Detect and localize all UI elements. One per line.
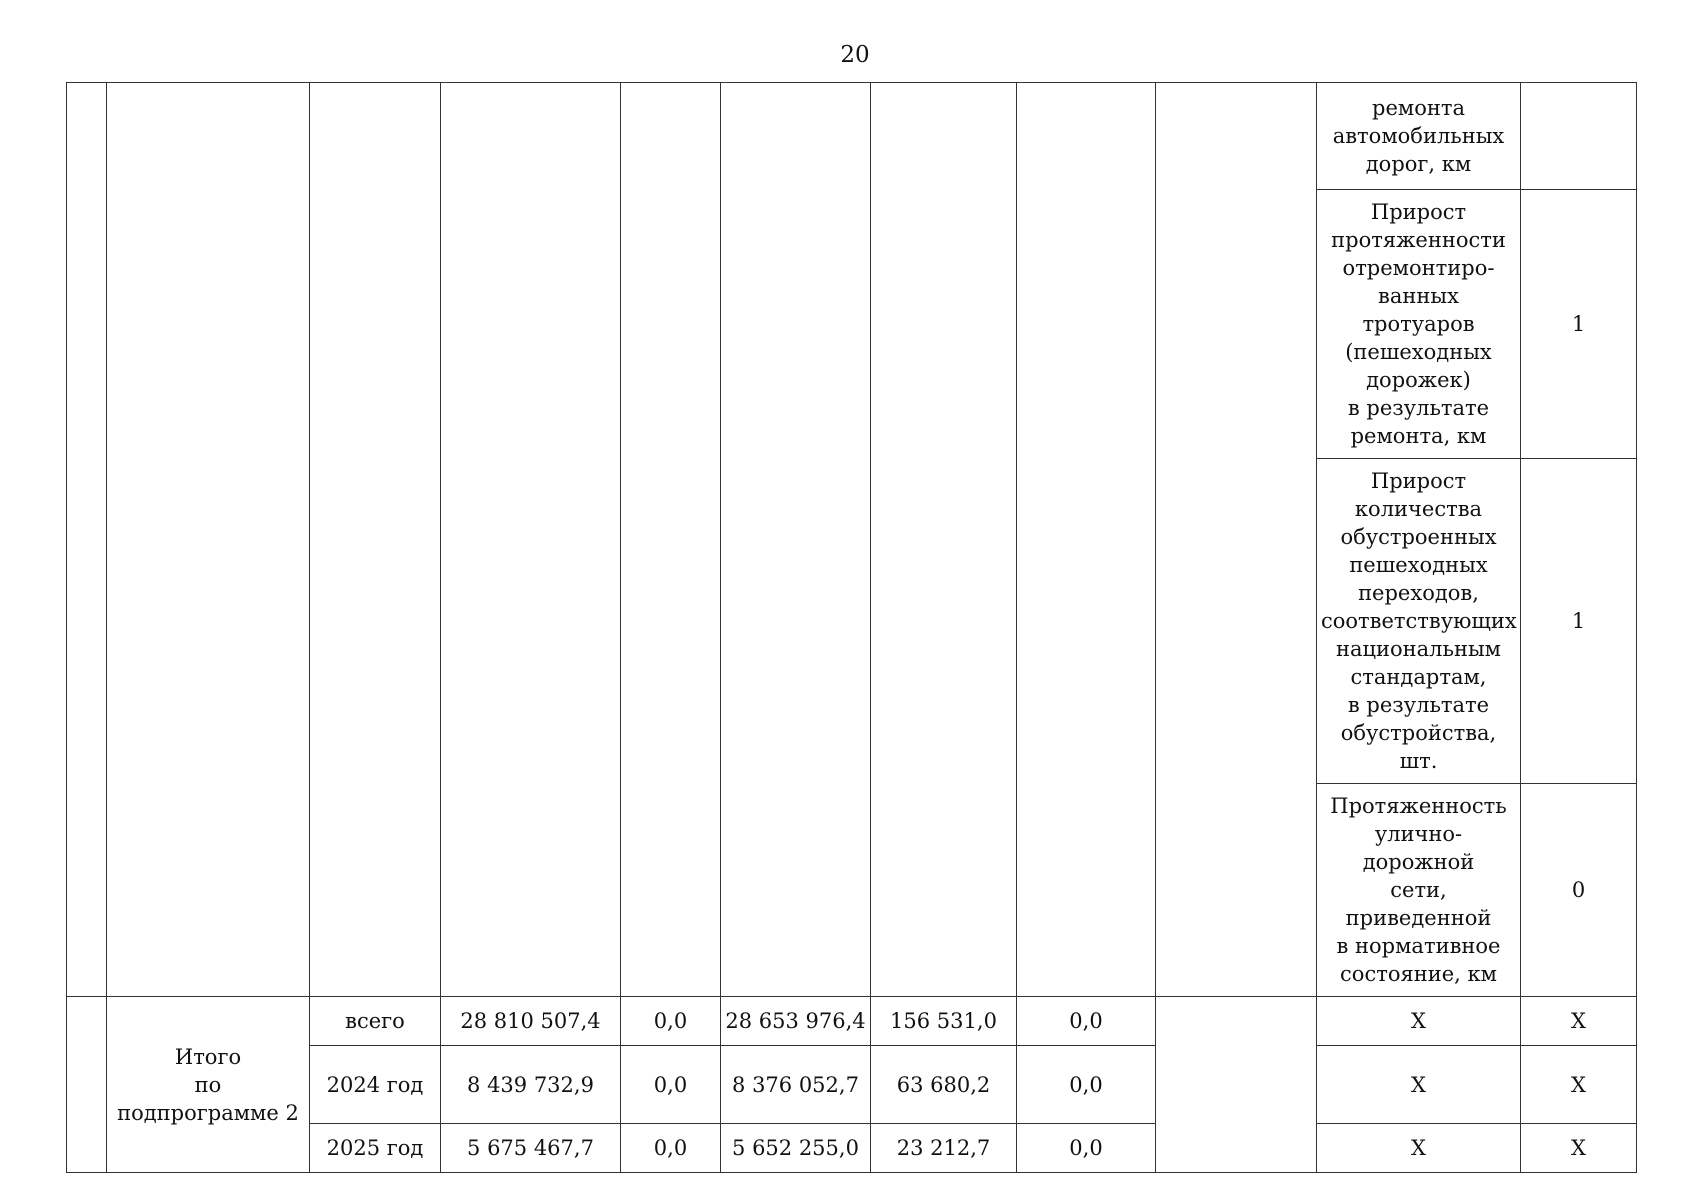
local-cell: 156 531,0 <box>871 997 1017 1046</box>
period-cell: 2025 год <box>310 1124 441 1173</box>
indicator-value: X <box>1521 1046 1637 1124</box>
federal-cell: 0,0 <box>621 1046 721 1124</box>
indicator-name: X <box>1317 1124 1521 1173</box>
federal-cell: 0,0 <box>621 997 721 1046</box>
program-table <box>66 82 1637 1173</box>
period-cell: 2024 год <box>310 1046 441 1124</box>
name-cell <box>107 83 310 997</box>
indicator-value: X <box>1521 997 1637 1046</box>
executor-cell <box>1156 997 1317 1173</box>
indicator-value: 1 <box>1521 459 1637 784</box>
total-cell: 5 675 467,7 <box>441 1124 621 1173</box>
page-number: 20 <box>840 42 870 68</box>
federal-cell: 0,0 <box>621 1124 721 1173</box>
indicator-value: 0 <box>1521 784 1637 997</box>
federal-cell <box>621 83 721 997</box>
period-cell <box>310 83 441 997</box>
local-cell: 23 212,7 <box>871 1124 1017 1173</box>
period-cell: всего <box>310 997 441 1046</box>
regional-cell <box>721 83 871 997</box>
total-cell: 8 439 732,9 <box>441 1046 621 1124</box>
regional-cell: 8 376 052,7 <box>721 1046 871 1124</box>
other-cell: 0,0 <box>1017 1046 1156 1124</box>
indicator-name: X <box>1317 1046 1521 1124</box>
indicator-value: 1 <box>1521 190 1637 459</box>
total-label: Итого по подпрограмме 2 <box>107 997 310 1173</box>
indicator-name: Протяженность улично-дорожной сети, приведенной в нормативное состояние, км <box>1317 784 1521 997</box>
local-cell <box>871 83 1017 997</box>
local-cell: 63 680,2 <box>871 1046 1017 1124</box>
other-cell: 0,0 <box>1017 997 1156 1046</box>
regional-cell: 5 652 255,0 <box>721 1124 871 1173</box>
regional-cell: 28 653 976,4 <box>721 997 871 1046</box>
indicator-name: Прирост количества обустроенных пешеходных переходов, соответствующих национальным стандартам, в результате обустройства, шт. <box>1317 459 1521 784</box>
indicator-name: ремонта автомобильных дорог, км <box>1317 83 1521 190</box>
indicator-value <box>1521 83 1637 190</box>
indicator-name: Прирост протяженности отремонтиро- ванных тротуаров (пешеходных дорожек) в результате ремонта, км <box>1317 190 1521 459</box>
total-cell <box>441 83 621 997</box>
total-cell: 28 810 507,4 <box>441 997 621 1046</box>
total-row <box>67 997 1637 1046</box>
num-cell <box>67 997 107 1173</box>
other-cell <box>1017 83 1156 997</box>
executor-cell <box>1156 83 1317 997</box>
indicator-value: X <box>1521 1124 1637 1173</box>
indicator-name: X <box>1317 997 1521 1046</box>
num-cell <box>67 83 107 997</box>
other-cell: 0,0 <box>1017 1124 1156 1173</box>
indicator-row <box>67 83 1637 190</box>
